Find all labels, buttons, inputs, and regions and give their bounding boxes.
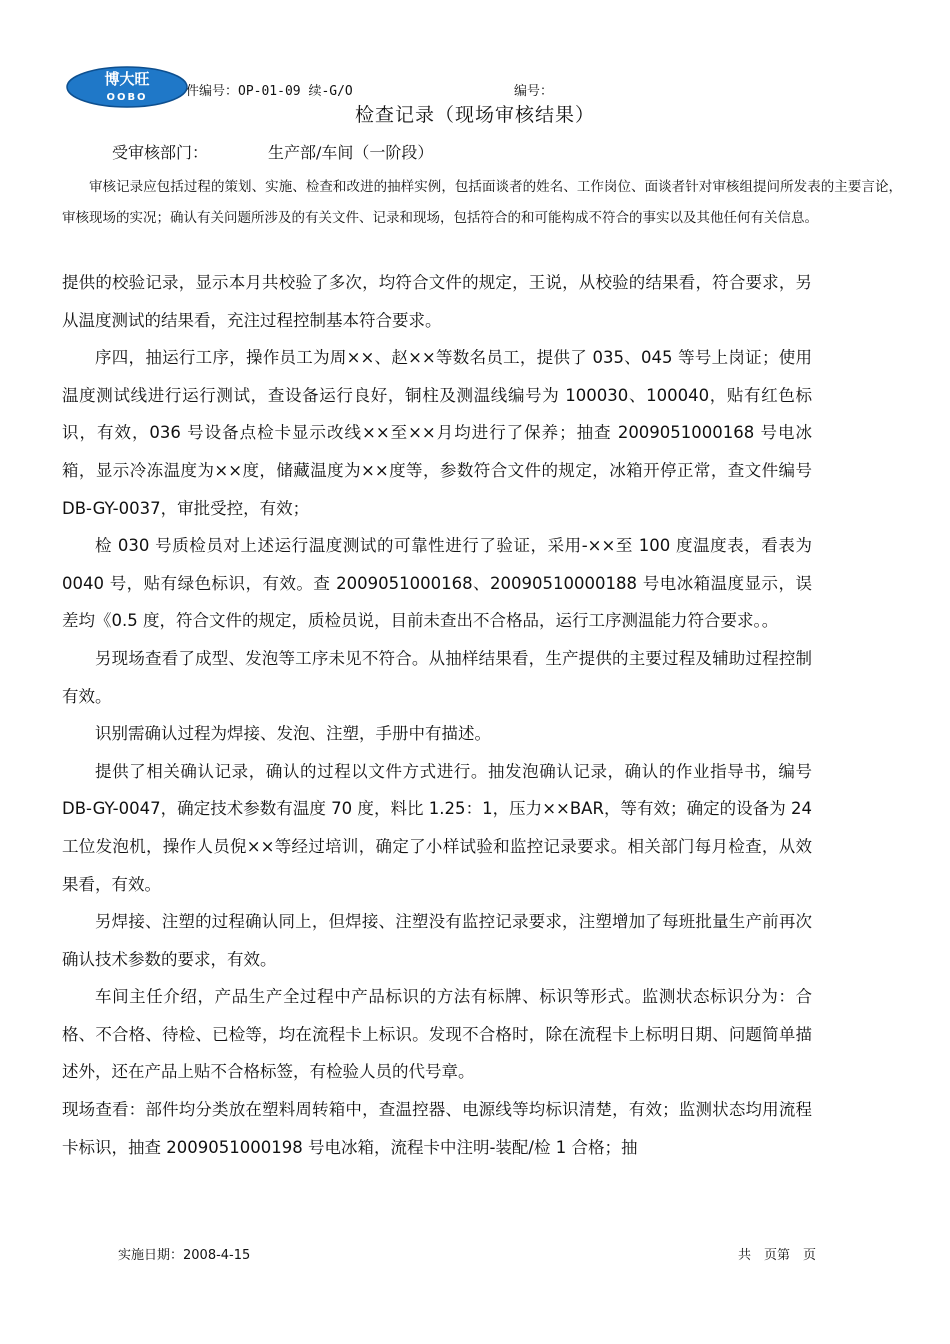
audit-note-text: 审核记录应包括过程的策划、实施、检查和改进的抽样实例，包括面谈者的姓名、工作岗位、面谈者针对审核组提问所发表的主要言论，审核现场的实况；确认有关问题所涉及的有关文件、记录和现场，包括符合的和可能构成不符合的事实以及其他任何有关信息。 (62, 179, 902, 226)
effective-date: 实施日期：2008-4-15 (118, 1248, 251, 1263)
audit-note (62, 172, 902, 234)
doc-number: 件编号：OP-01-09 续-G/O (186, 84, 353, 99)
department-value: 生产部/车间（一阶段） (268, 143, 434, 162)
department-label: 受审核部门： (112, 143, 209, 162)
record-paragraph: 序四，抽运行工序，操作员工为周××、赵××等数名员工，提供了 035、045 等号上岗证；使用温度测试线进行运行测试，查设备运行良好，铜柱及测温线编号为 100030、100040，贴有红色标识，有效，036 号设备点检卡显示改线××至××月均进行了保养；抽查 2009051000168 号电冰箱，显示冷冻温度为××度，储藏温度为××度等，参数符合文件的规定，冰箱开停正常，查文件编号 DB-GY-0037，审批受控，有效； (62, 348, 812, 518)
logo-text-top: 博大旺 (104, 70, 150, 88)
record-paragraph: 识别需确认过程为焊接、发泡、注塑，手册中有描述。 (95, 724, 491, 744)
logo-text-bottom: OOBO (106, 92, 148, 103)
record-paragraph: 车间主任介绍，产品生产全过程中产品标识的方法有标牌、标识等形式。监测状态标识分为：合格、不合格、待检、已检等，均在流程卡上标识。发现不合格时，除在流程卡上标明日期、问题简单描述外，还在产品上贴不合格标签，有检验人员的代号章。 (62, 987, 812, 1082)
page-info: 共 页第 页 (738, 1248, 817, 1263)
record-paragraph: 现场查看：部件均分类放在塑料周转箱中，查温控器、电源线等均标识清楚，有效；监测状态均用流程卡标识，抽查 2009051000198 号电冰箱，流程卡中注明-装配/检 1 合格；抽 (62, 1100, 812, 1157)
audit-record-body (62, 264, 812, 1166)
record-paragraph: 提供了相关确认记录，确认的过程以文件方式进行。抽发泡确认记录，确认的作业指导书，编号 DB-GY-0047，确定技术参数有温度 70 度，料比 1.25：1，压力××BAR，等有效；确定的设备为 24 工位发泡机，操作人员倪××等经过培训，确定了小样试验和监控记录要求。相关部门每月检查，从效果看，有效。 (62, 761, 812, 894)
record-paragraph: 检 030 号质检员对上述运行温度测试的可靠性进行了验证，采用-××至 100 度温度表，看表为 0040 号，贴有绿色标识，有效。查 2009051000168、20090510000188 号电冰箱温度显示，误差均《0.5 度，符合文件的规定，质检员说，目前未查出不合格品，运行工序测温能力符合要求。。 (62, 536, 812, 631)
record-paragraph: 另现场查看了成型、发泡等工序未见不符合。从抽样结果看，生产提供的主要过程及辅助过程控制有效。 (62, 648, 812, 706)
record-paragraph: 另焊接、注塑的过程确认同上，但焊接、注塑没有监控记录要求，注塑增加了每班批量生产前再次确认技术参数的要求，有效。 (62, 912, 812, 969)
page-title: 检查记录（现场审核结果） (354, 104, 595, 126)
serial-label: 编号： (514, 84, 554, 99)
record-paragraph: 提供的校验记录，显示本月共校验了多次，均符合文件的规定，王说，从校验的结果看，符合要求，另从温度测试的结果看，充注过程控制基本符合要求。 (62, 273, 812, 330)
